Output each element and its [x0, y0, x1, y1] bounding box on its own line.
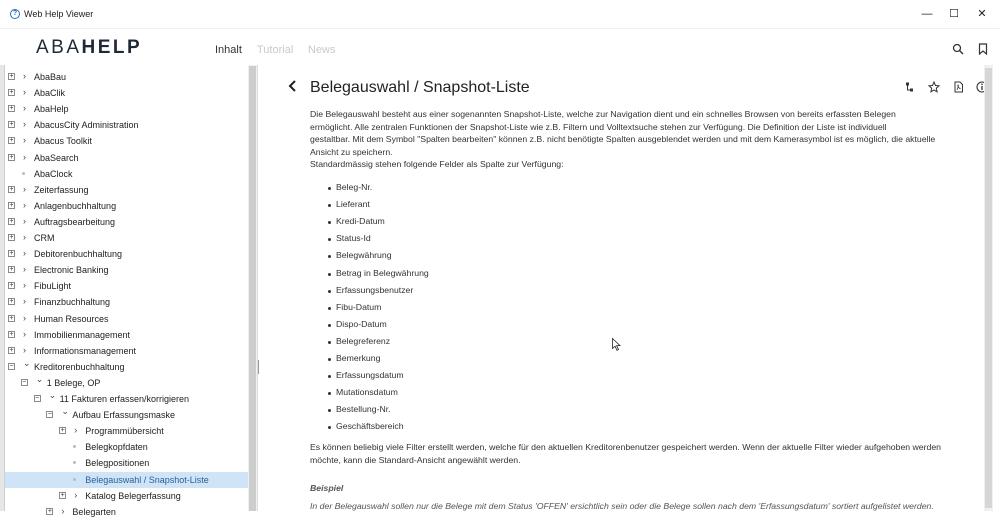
chevron-right-icon[interactable]: ›	[23, 135, 26, 146]
list-item-text: Belegreferenz	[336, 335, 391, 346]
bullet-icon	[328, 341, 331, 344]
sidebar-item[interactable]	[5, 117, 248, 133]
sidebar-item-label: Katalog Belegerfassung	[85, 490, 181, 501]
sidebar-item[interactable]	[5, 327, 248, 343]
bullet-icon	[328, 273, 331, 276]
leaf-dot-icon	[73, 461, 76, 464]
sidebar-item[interactable]	[5, 214, 248, 230]
chevron-right-icon[interactable]: ›	[23, 87, 26, 98]
sidebar-item-label: AbaClik	[34, 88, 66, 99]
list-item	[336, 285, 413, 302]
expand-box-icon[interactable]: +	[9, 298, 14, 306]
chevron-down-icon[interactable]: ⌄	[48, 390, 57, 400]
list-item	[336, 353, 380, 370]
sidebar-item-label: Finanzbuchhaltung	[34, 297, 111, 308]
tab-tutorial[interactable]: Tutorial	[257, 44, 294, 56]
list-item	[336, 199, 370, 216]
help-app-icon: ?	[10, 9, 20, 19]
list-item	[336, 319, 387, 336]
sidebar-scrollbar-thumb[interactable]	[249, 66, 256, 511]
sidebar-item-label: Aufbau Erfassungsmaske	[72, 410, 175, 421]
bullet-icon	[328, 392, 331, 395]
list-item	[336, 268, 429, 285]
chevron-right-icon[interactable]: ›	[23, 264, 26, 275]
leaf-dot-icon	[22, 172, 25, 175]
bullet-icon	[328, 255, 331, 258]
sidebar-item-label: Abacus Toolkit	[34, 136, 92, 147]
window-titlebar	[0, 0, 1000, 29]
sidebar-item[interactable]	[5, 391, 248, 407]
filter-line: Es können beliebig viele Filter erstellt werden, welche für den aktuellen Kreditorenbenutzer gespeichert werden. Wenn der aktuelle Filter wieder aufgehoben werden	[310, 442, 942, 452]
expand-box-icon[interactable]: +	[9, 153, 14, 161]
sidebar-item[interactable]	[5, 262, 248, 278]
minimize-button[interactable]: —	[921, 8, 933, 20]
list-item	[336, 421, 404, 438]
chevron-right-icon[interactable]: ›	[23, 103, 26, 114]
sidebar-item-label: Auftragsbearbeitung	[34, 216, 116, 227]
sidebar-item[interactable]	[5, 423, 248, 439]
chevron-right-icon[interactable]: ›	[23, 296, 26, 307]
sidebar-item-label: Belegpositionen	[85, 458, 150, 469]
expand-box-icon[interactable]: +	[9, 201, 14, 209]
sidebar-item-label: Electronic Banking	[34, 265, 109, 276]
list-item	[336, 216, 385, 233]
logo-part-aba: ABA	[36, 37, 82, 58]
list-item-text: Mutationsdatum	[336, 387, 398, 398]
sidebar-item-label: FibuLight	[34, 281, 72, 292]
expand-box-icon[interactable]: +	[9, 346, 14, 354]
list-item	[336, 182, 372, 199]
chevron-right-icon[interactable]: ›	[23, 183, 26, 194]
list-item-text: Erfassungsdatum	[336, 370, 404, 381]
list-item-text: Kredi-Datum	[336, 216, 385, 227]
chevron-right-icon[interactable]: ›	[23, 71, 26, 81]
expand-box-icon[interactable]: +	[9, 185, 14, 193]
expand-box-icon[interactable]: +	[9, 234, 14, 241]
sidebar-item[interactable]	[5, 278, 248, 294]
expand-box-icon[interactable]: +	[9, 266, 14, 274]
list-item-text: Bemerkung	[336, 353, 381, 363]
sidebar-tree[interactable]	[5, 65, 248, 517]
expand-box-icon[interactable]: +	[9, 89, 14, 97]
sidebar-item[interactable]	[5, 439, 248, 455]
sidebar-item-label: Informationsmanagement	[34, 345, 137, 356]
filter-paragraph	[310, 441, 985, 466]
sidebar-item-label: AbaClock	[34, 168, 73, 179]
intro-line: Ansicht zu speichern.	[310, 146, 393, 157]
sidebar-item[interactable]	[5, 294, 248, 310]
bullet-icon	[328, 358, 331, 361]
chevron-down-icon[interactable]: ⌄	[61, 406, 69, 417]
chevron-right-icon[interactable]: ›	[23, 119, 26, 130]
content-pane	[260, 65, 982, 511]
sidebar-item[interactable]	[5, 311, 248, 327]
sidebar-item-label: Programmübersicht	[85, 426, 164, 437]
sidebar-item[interactable]	[5, 407, 248, 423]
sidebar-item[interactable]	[5, 198, 248, 214]
sidebar-item[interactable]	[5, 133, 248, 149]
sidebar-item-label: Belegkopfdaten	[85, 442, 148, 453]
chevron-right-icon[interactable]: ›	[23, 280, 26, 291]
leaf-dot-icon	[73, 478, 76, 481]
sidebar-item-label: AbaHelp	[34, 104, 69, 115]
intro-paragraph	[310, 108, 985, 171]
collapse-box-icon[interactable]: −	[47, 411, 52, 419]
list-item-text: Fibu-Datum	[336, 301, 382, 312]
expand-box-icon[interactable]: +	[9, 250, 14, 258]
chevron-right-icon[interactable]: ›	[23, 199, 26, 210]
star-icon[interactable]	[927, 81, 941, 95]
expand-box-icon[interactable]: +	[60, 491, 65, 499]
chevron-right-icon[interactable]: ›	[23, 232, 26, 242]
chevron-down-icon[interactable]: ⌄	[23, 357, 31, 368]
collapse-box-icon[interactable]: −	[9, 362, 14, 370]
sidebar-item-label: 1 Belege, OP	[46, 377, 101, 388]
sidebar-item-label: AbaSearch	[34, 152, 79, 163]
list-item	[336, 233, 371, 250]
list-item	[336, 302, 381, 319]
list-item-text: Lieferant	[336, 199, 370, 210]
bookmark-icon[interactable]	[976, 43, 990, 57]
sidebar-item-label: Belegauswahl / Snapshot-Liste	[85, 474, 209, 485]
bullet-icon	[328, 324, 331, 327]
window-title: Web Help Viewer	[24, 9, 94, 19]
bullet-icon	[328, 409, 331, 412]
sidebar-item-label: Kreditorenbuchhaltung	[34, 361, 125, 372]
sidebar-item[interactable]	[5, 230, 248, 246]
sidebar-item[interactable]	[5, 246, 248, 262]
list-item-text: Belegwährung	[336, 250, 392, 261]
bullet-icon	[328, 290, 331, 293]
sidebar-item[interactable]	[5, 343, 248, 359]
collapse-box-icon[interactable]: −	[35, 395, 40, 402]
maximize-button[interactable]: ☐	[949, 8, 959, 20]
pdf-icon[interactable]	[951, 81, 965, 95]
sidebar-item-label: Human Resources	[34, 313, 109, 324]
share-icon[interactable]	[903, 81, 917, 95]
list-item-text: Betrag in Belegwährung	[336, 267, 429, 278]
sidebar-item[interactable]	[5, 455, 248, 471]
expand-box-icon[interactable]: +	[9, 314, 14, 322]
list-item-text: Erfassungsbenutzer	[336, 284, 414, 295]
sidebar-item-label: Immobilienmanagement	[34, 329, 131, 340]
example-text: In der Belegauswahl sollen nur die Belege mit dem Status 'OFFEN' ersichtlich sein oder die Belege sollen nach dem 'Erfassungsdatum' sortiert aufgelistet werden.	[310, 501, 934, 511]
window-right-edge	[994, 29, 1000, 511]
tab-news[interactable]: News	[308, 44, 336, 56]
chevron-right-icon[interactable]: ›	[23, 215, 26, 226]
sidebar-item[interactable]	[5, 182, 248, 198]
search-icon[interactable]	[951, 43, 965, 57]
bullet-icon	[328, 187, 331, 190]
chevron-right-icon[interactable]: ›	[23, 344, 26, 355]
sidebar-item[interactable]	[5, 69, 248, 85]
expand-box-icon[interactable]: +	[9, 137, 14, 145]
sidebar-item[interactable]	[5, 150, 248, 166]
content-scrollbar-thumb[interactable]	[985, 68, 992, 508]
sidebar-item-label: CRM	[34, 233, 55, 243]
chevron-right-icon[interactable]: ›	[61, 505, 65, 516]
sidebar-item[interactable]	[5, 359, 248, 375]
list-item	[336, 370, 404, 387]
expand-box-icon[interactable]: +	[9, 73, 14, 80]
sidebar-item[interactable]	[5, 375, 248, 391]
sidebar-item-label: Zeiterfassung	[34, 184, 89, 195]
logo-part-help: HELP	[81, 37, 143, 58]
chevron-right-icon[interactable]: ›	[23, 248, 26, 259]
list-item-text: Geschäftsbereich	[336, 421, 404, 432]
intro-line: gestaltbar. Mit dem Symbol "Spalten bearbeiten" können z.B. nicht benötigte Spalten ausgeblendet werden und mit dem Kamerasymbol ist es möglich, die aktuelle	[310, 134, 936, 144]
tab-inhalt[interactable]: Inhalt	[215, 44, 242, 56]
expand-box-icon[interactable]: +	[9, 282, 14, 290]
expand-box-icon[interactable]: +	[60, 427, 65, 435]
chevron-right-icon[interactable]: ›	[23, 312, 26, 323]
sidebar-item-label: AbacusCity Administration	[34, 120, 139, 131]
example-heading: Beispiel	[310, 483, 344, 493]
page-title: Belegauswahl / Snapshot-Liste	[310, 79, 530, 96]
sidebar-item[interactable]	[5, 85, 248, 101]
bullet-icon	[328, 426, 331, 429]
pane-splitter[interactable]	[257, 65, 258, 511]
expand-box-icon[interactable]: +	[47, 507, 52, 515]
chevron-right-icon[interactable]: ›	[74, 425, 78, 436]
expand-box-icon[interactable]: +	[9, 121, 14, 129]
sidebar-item[interactable]	[5, 488, 248, 504]
mouse-cursor-icon	[612, 338, 621, 354]
bullet-icon	[328, 221, 331, 224]
close-button[interactable]: ✕	[977, 8, 987, 20]
list-item	[336, 250, 392, 267]
intro-line: ermöglicht. Alle zentralen Funktionen der Snapshot-Liste wie z.B. Filtern und Volltextsuche stehen zur Verfügung. Die Definition der Liste ist individuell	[310, 121, 887, 132]
chevron-down-icon[interactable]: ⌄	[35, 373, 44, 384]
bullet-icon	[328, 238, 331, 241]
bullet-icon	[328, 375, 331, 378]
chevron-right-icon[interactable]: ›	[74, 489, 78, 500]
list-item-text: Bestellung-Nr.	[336, 404, 391, 415]
list-item	[336, 387, 398, 404]
bullet-icon	[328, 307, 331, 310]
list-item	[336, 336, 390, 353]
chevron-right-icon[interactable]: ›	[23, 151, 26, 162]
list-item	[336, 404, 391, 421]
back-arrow-icon[interactable]	[288, 79, 298, 98]
intro-line: Standardmässig stehen folgende Felder als Spalte zur Verfügung:	[310, 159, 564, 169]
sidebar-item[interactable]	[5, 166, 248, 182]
abahelp-logo[interactable]	[36, 37, 142, 59]
collapse-box-icon[interactable]: −	[22, 378, 27, 386]
bullet-icon	[328, 204, 331, 207]
intro-line: Die Belegauswahl besteht aus einer sogenannten Snapshot-Liste, welche zur Navigation dient und ein schnelles Browsen von bereits erfassten Belegen	[310, 109, 896, 119]
filter-line: möchte, kann die Standard-Ansicht angewählt werden.	[310, 454, 521, 465]
expand-box-icon[interactable]: +	[9, 105, 14, 113]
sidebar-item-label: Anlagenbuchhaltung	[34, 200, 117, 211]
leaf-dot-icon	[73, 445, 76, 448]
app-header	[0, 29, 1000, 65]
list-item-text: Dispo-Datum	[336, 318, 387, 329]
expand-box-icon[interactable]: +	[9, 217, 14, 225]
sidebar-item-label: AbaBau	[34, 72, 67, 82]
sidebar-item-label: Belegarten	[72, 506, 116, 517]
sidebar-item[interactable]	[5, 504, 248, 520]
list-item-text: Status-Id	[336, 233, 371, 244]
chevron-right-icon[interactable]: ›	[23, 328, 26, 339]
list-item-text: Beleg-Nr.	[336, 182, 373, 192]
sidebar-item[interactable]	[5, 101, 248, 117]
sidebar-item-label: Debitorenbuchhaltung	[34, 249, 123, 260]
sidebar-item-label: 11 Fakturen erfassen/korrigieren	[59, 394, 189, 404]
expand-box-icon[interactable]: +	[9, 330, 14, 338]
sidebar-item[interactable]	[5, 472, 248, 488]
